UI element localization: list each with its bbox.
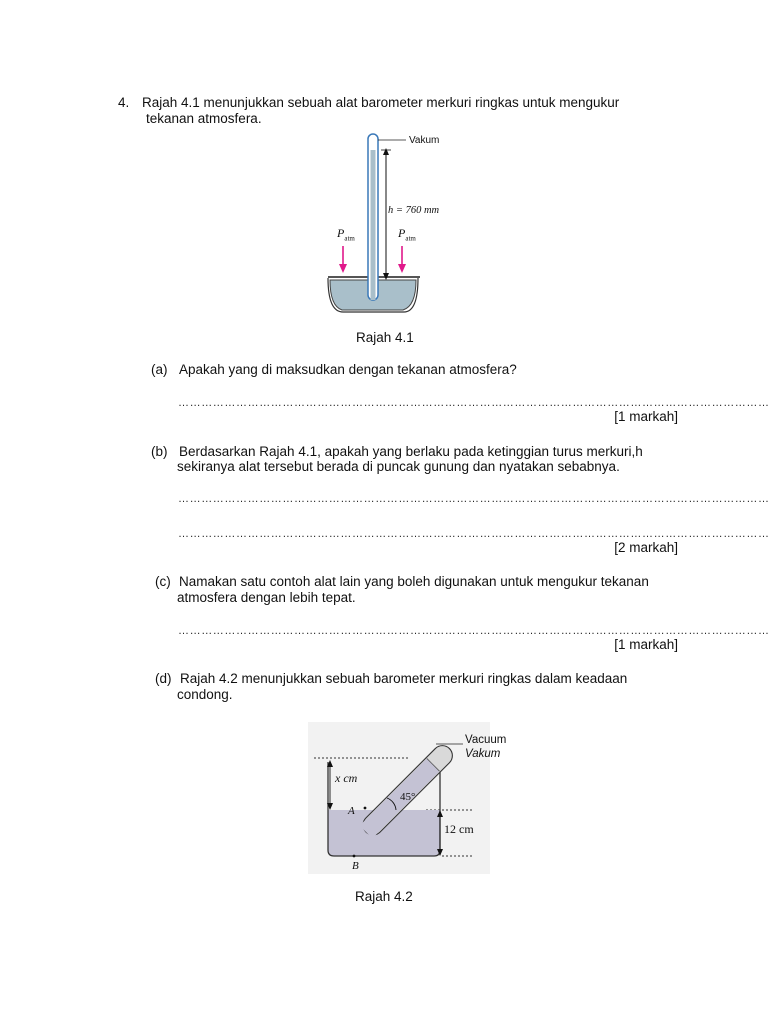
label-angle-45: 45° — [400, 791, 416, 803]
label-x-cm: x cm — [335, 771, 358, 785]
part-c-label: (c) — [155, 574, 171, 589]
patm-arrow-right — [398, 246, 406, 273]
figure-rajah-4-2 — [308, 722, 490, 874]
part-a-answer-line[interactable]: ……………………………………………………………………………………………………………………………………… — [178, 397, 770, 409]
mercury-column — [371, 150, 376, 300]
label-vacuum: Vacuum — [465, 734, 507, 746]
label-12cm: 12 cm — [444, 822, 474, 836]
label-vakum: Vakum — [409, 135, 440, 146]
part-b-answer-line1[interactable]: ……………………………………………………………………………………………………………………………………… — [178, 493, 770, 505]
patm-arrow-left — [339, 246, 347, 273]
part-a-marks: [1 markah] — [614, 409, 678, 424]
part-d-label: (d) — [155, 671, 172, 686]
part-c-text-line1: Namakan satu contoh alat lain yang boleh digunakan untuk mengukur tekanan — [179, 574, 649, 589]
caption-rajah-4-2: Rajah 4.2 — [355, 889, 413, 904]
label-patm-right: $P_{atm}$ — [398, 226, 416, 243]
part-b-label: (b) — [151, 444, 168, 459]
part-b-text-line1: Berdasarkan Rajah 4.1, apakah yang berlaku pada ketinggian turus merkuri,h — [179, 444, 643, 459]
figure-rajah-4-1 — [318, 128, 478, 318]
part-b-answer-line2[interactable]: ……………………………………………………………………………………………………………………………………… — [178, 528, 770, 540]
part-b-marks: [2 markah] — [614, 540, 678, 555]
question-number: 4. — [118, 95, 130, 110]
label-point-a: A — [348, 805, 355, 817]
barometer-diagram — [318, 128, 478, 318]
part-b-text-line2: sekiranya alat tersebut berada di puncak gunung dan nyatakan sebabnya. — [177, 459, 620, 474]
part-a-label: (a) — [151, 362, 168, 377]
label-point-b: B — [352, 860, 359, 872]
label-height: h = 760 mm — [388, 205, 440, 216]
label-vakum-2: Vakum — [465, 748, 501, 760]
part-d-text-line2: condong. — [177, 687, 233, 702]
inclined-barometer-diagram — [308, 722, 490, 874]
question-intro-line1: Rajah 4.1 menunjukkan sebuah alat barometer merkuri ringkas untuk mengukur — [142, 95, 620, 110]
part-a-text: Apakah yang di maksudkan dengan tekanan atmosfera? — [179, 362, 517, 377]
question-intro-line2: tekanan atmosfera. — [146, 111, 262, 126]
part-c-answer-line[interactable]: ……………………………………………………………………………………………………………………………………… — [178, 625, 770, 637]
part-c-marks: [1 markah] — [614, 637, 678, 652]
part-d-text-line1: Rajah 4.2 menunjukkan sebuah barometer merkuri ringkas dalam keadaan — [180, 671, 628, 686]
part-c-text-line2: atmosfera dengan lebih tepat. — [177, 590, 356, 605]
caption-rajah-4-1: Rajah 4.1 — [356, 330, 414, 345]
label-patm-left: $P_{atm}$ — [337, 226, 355, 243]
